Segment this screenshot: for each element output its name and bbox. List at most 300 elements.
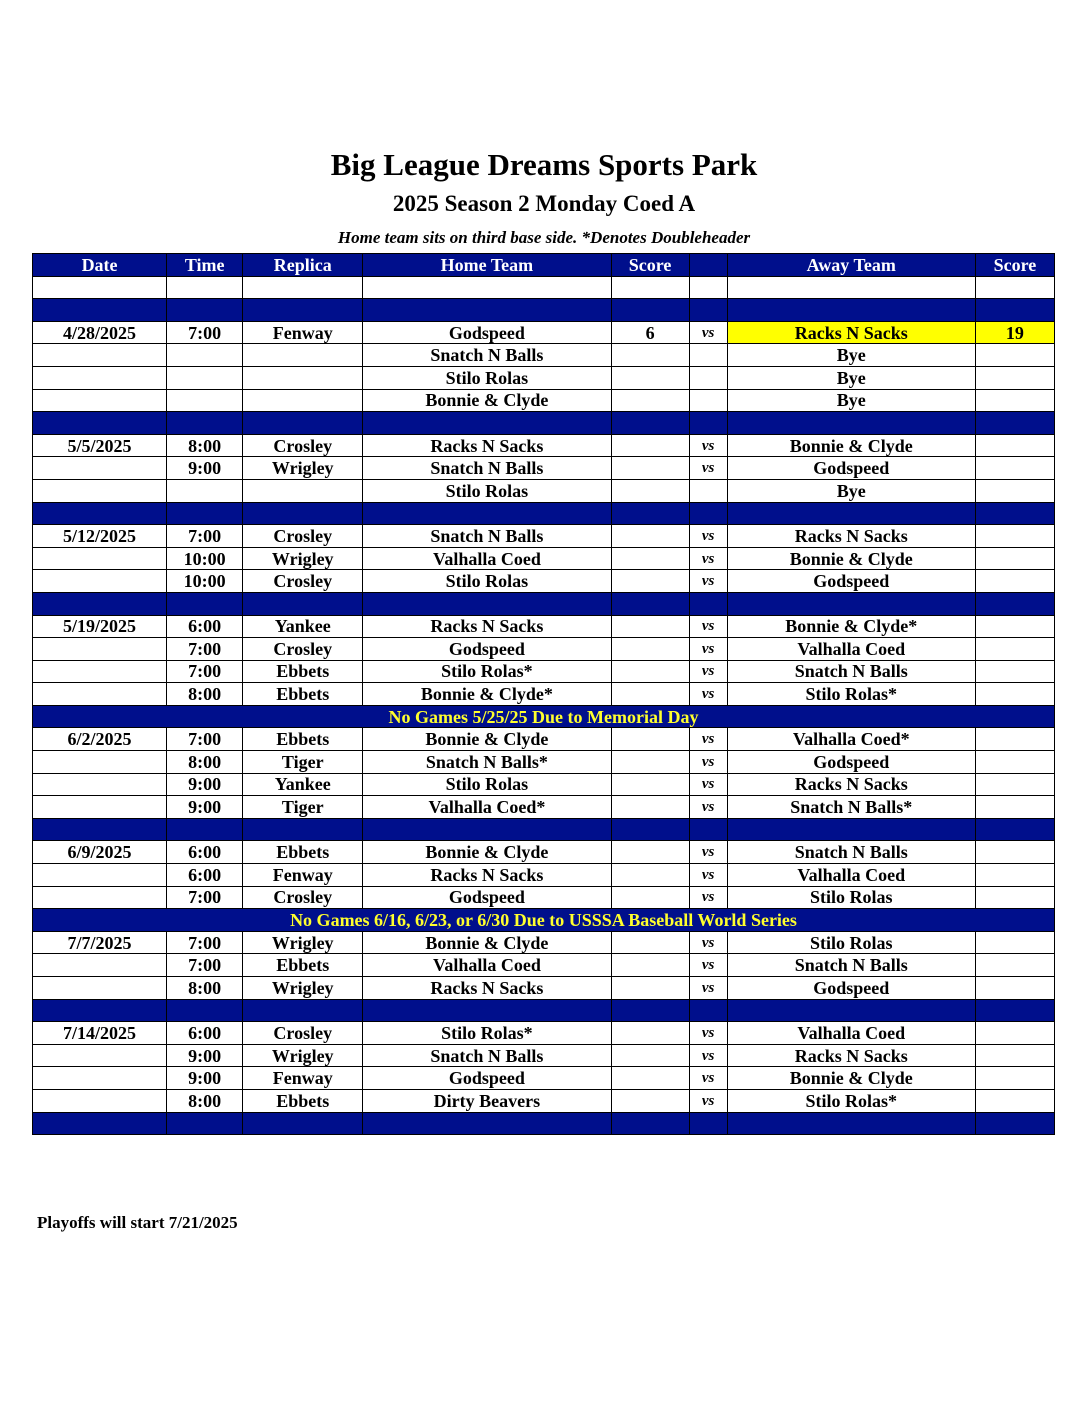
cell-home-team: Racks N Sacks [363,864,611,887]
cell-away-score [975,615,1054,638]
cell-vs: vs [689,1044,727,1067]
cell-home-score [611,796,689,819]
cell-time [167,479,243,502]
cell-time: 7:00 [167,321,243,344]
cell-time: 6:00 [167,615,243,638]
cell-home-score [611,592,689,615]
table-row [33,773,1055,796]
cell-date [33,864,167,887]
cell-home-score [611,977,689,1000]
col-header-away-score: Score [975,254,1054,277]
cell-home-team: Racks N Sacks [363,977,611,1000]
cell-time: 8:00 [167,683,243,706]
cell-home-team: Stilo Rolas [363,773,611,796]
notice-row [33,705,1055,728]
cell-time: 7:00 [167,931,243,954]
cell-time: 10:00 [167,570,243,593]
cell-away-score [975,547,1054,570]
cell-replica: Crosley [243,886,363,909]
cell-away-team: Bonnie & Clyde [727,547,975,570]
cell-away-team: Stilo Rolas* [727,1089,975,1112]
cell-home-score [611,1112,689,1135]
col-header-away-team: Away Team [727,254,975,277]
cell-home-score [611,389,689,412]
cell-replica: Ebbets [243,954,363,977]
cell-home-score [611,344,689,367]
cell-date [33,954,167,977]
cell-away-score [975,886,1054,909]
cell-home-team: Racks N Sacks [363,434,611,457]
table-row [33,434,1055,457]
cell-away-team: Bye [727,344,975,367]
cell-time: 7:00 [167,886,243,909]
cell-vs: vs [689,1089,727,1112]
cell-away-score [975,502,1054,525]
cell-vs [689,479,727,502]
cell-away-team: Stilo Rolas* [727,683,975,706]
cell-home-team: Stilo Rolas* [363,660,611,683]
cell-vs [689,366,727,389]
cell-away-score [975,457,1054,480]
cell-replica [243,412,363,435]
page-subtitle: 2025 Season 2 Monday Coed A [392,191,696,216]
cell-time: 7:00 [167,660,243,683]
table-row [33,886,1055,909]
cell-away-score [975,434,1054,457]
cell-away-team [727,999,975,1022]
cell-home-score [611,931,689,954]
cell-away-team: Godspeed [727,977,975,1000]
cell-home-team: Bonnie & Clyde [363,931,611,954]
cell-away-score [975,1112,1054,1135]
cell-home-team: Snatch N Balls [363,344,611,367]
cell-home-score [611,502,689,525]
cell-time: 8:00 [167,1089,243,1112]
cell-away-score [975,931,1054,954]
cell-replica: Wrigley [243,1044,363,1067]
cell-home-score [611,1022,689,1045]
cell-home-score [611,999,689,1022]
cell-away-team: Godspeed [727,457,975,480]
cell-home-score [611,773,689,796]
cell-home-team: Bonnie & Clyde* [363,683,611,706]
cell-time: 9:00 [167,1044,243,1067]
cell-away-team [727,1112,975,1135]
cell-date [33,592,167,615]
cell-replica: Tiger [243,751,363,774]
table-row [33,366,1055,389]
cell-time: 6:00 [167,841,243,864]
table-row [33,1044,1055,1067]
cell-home-team [363,502,611,525]
cell-away-score [975,660,1054,683]
cell-time [167,412,243,435]
cell-vs [689,502,727,525]
cell-date [33,547,167,570]
cell-home-team: Stilo Rolas [363,570,611,593]
cell-vs [689,1112,727,1135]
separator-row [33,999,1055,1022]
cell-time: 9:00 [167,457,243,480]
cell-date [33,796,167,819]
cell-date [33,660,167,683]
cell-home-score [611,818,689,841]
cell-time: 6:00 [167,1022,243,1045]
table-row [33,457,1055,480]
cell-replica: Wrigley [243,547,363,570]
cell-replica [243,389,363,412]
cell-replica [243,1112,363,1135]
cell-time: 6:00 [167,864,243,887]
cell-home-score [611,728,689,751]
table-row [33,479,1055,502]
cell-away-score [975,773,1054,796]
cell-away-score [975,638,1054,661]
cell-time: 9:00 [167,1067,243,1090]
cell-vs [689,389,727,412]
cell-home-score: 6 [611,321,689,344]
table-row [33,864,1055,887]
cell-home-team: Snatch N Balls* [363,751,611,774]
cell-replica: Ebbets [243,841,363,864]
cell-replica [243,344,363,367]
cell-time [167,999,243,1022]
cell-vs: vs [689,660,727,683]
table-row [33,660,1055,683]
cell-away-score [975,412,1054,435]
cell-home-team: Bonnie & Clyde [363,841,611,864]
cell-home-score [611,366,689,389]
cell-time: 9:00 [167,773,243,796]
cell-vs [689,818,727,841]
cell-time [167,299,243,322]
cell-away-team: Godspeed [727,751,975,774]
cell-away-team: Stilo Rolas [727,931,975,954]
cell-home-team: Snatch N Balls [363,457,611,480]
cell-away-team [727,276,975,299]
cell-time: 8:00 [167,434,243,457]
cell-date [33,276,167,299]
cell-home-team: Valhalla Coed [363,547,611,570]
cell-home-score [611,1044,689,1067]
cell-vs: vs [689,931,727,954]
cell-home-team [363,999,611,1022]
cell-date: 7/7/2025 [33,931,167,954]
playoffs-note: Playoffs will start 7/21/2025 [37,1213,238,1232]
cell-replica [243,999,363,1022]
cell-away-score [975,1089,1054,1112]
cell-vs: vs [689,1067,727,1090]
cell-away-score [975,796,1054,819]
cell-date: 5/5/2025 [33,434,167,457]
cell-away-score [975,977,1054,1000]
cell-vs: vs [689,615,727,638]
cell-date [33,479,167,502]
schedule-table [32,253,1055,1135]
cell-time [167,1112,243,1135]
cell-time [167,276,243,299]
separator-row [33,592,1055,615]
cell-home-team [363,1112,611,1135]
cell-date [33,366,167,389]
cell-vs [689,344,727,367]
cell-date [33,999,167,1022]
cell-replica: Ebbets [243,1089,363,1112]
cell-replica: Yankee [243,773,363,796]
cell-vs [689,999,727,1022]
cell-vs [689,299,727,322]
cell-replica: Ebbets [243,728,363,751]
cell-away-team: Valhalla Coed [727,1022,975,1045]
cell-home-team [363,592,611,615]
separator-row [33,502,1055,525]
cell-vs: vs [689,954,727,977]
cell-home-team: Bonnie & Clyde [363,389,611,412]
table-row [33,977,1055,1000]
cell-date [33,344,167,367]
schedule-body [33,276,1055,1135]
table-row [33,931,1055,954]
notice-text: No Games 6/16, 6/23, or 6/30 Due to USSSA Baseball World Series [33,909,1055,932]
separator-row [33,818,1055,841]
cell-home-score [611,841,689,864]
cell-home-team: Godspeed [363,321,611,344]
cell-date: 6/9/2025 [33,841,167,864]
table-row [33,344,1055,367]
cell-away-score [975,276,1054,299]
cell-home-team: Snatch N Balls [363,1044,611,1067]
cell-away-team [727,412,975,435]
cell-away-score [975,389,1054,412]
cell-vs: vs [689,841,727,864]
table-row [33,1022,1055,1045]
cell-home-score [611,1067,689,1090]
cell-away-team [727,818,975,841]
cell-date [33,751,167,774]
cell-home-score [611,660,689,683]
cell-home-score [611,479,689,502]
cell-replica: Fenway [243,864,363,887]
separator-row [33,1112,1055,1135]
cell-home-team [363,412,611,435]
cell-away-team: Racks N Sacks [727,321,975,344]
cell-date [33,457,167,480]
cell-replica [243,366,363,389]
cell-vs: vs [689,457,727,480]
cell-date [33,502,167,525]
cell-away-team: Bonnie & Clyde [727,434,975,457]
cell-date [33,299,167,322]
cell-date [33,412,167,435]
cell-home-team [363,299,611,322]
cell-home-score [611,412,689,435]
cell-time: 9:00 [167,796,243,819]
cell-home-score [611,547,689,570]
cell-date [33,570,167,593]
cell-away-team: Valhalla Coed* [727,728,975,751]
cell-replica [243,276,363,299]
cell-away-team: Racks N Sacks [727,525,975,548]
cell-replica: Crosley [243,638,363,661]
cell-date [33,1044,167,1067]
col-header-time: Time [167,254,243,277]
cell-replica: Wrigley [243,457,363,480]
cell-home-team: Bonnie & Clyde [363,728,611,751]
cell-replica: Fenway [243,321,363,344]
table-row [33,1067,1055,1090]
cell-away-team: Valhalla Coed [727,638,975,661]
cell-time [167,366,243,389]
cell-vs: vs [689,638,727,661]
cell-vs: vs [689,683,727,706]
cell-time: 7:00 [167,525,243,548]
cell-home-score [611,299,689,322]
cell-vs: vs [689,1022,727,1045]
cell-away-team: Snatch N Balls* [727,796,975,819]
cell-away-score [975,344,1054,367]
cell-away-team: Snatch N Balls [727,954,975,977]
cell-time: 10:00 [167,547,243,570]
cell-time [167,592,243,615]
table-row [33,389,1055,412]
cell-replica: Yankee [243,615,363,638]
cell-replica: Crosley [243,1022,363,1045]
cell-away-score [975,683,1054,706]
cell-away-team: Valhalla Coed [727,864,975,887]
cell-replica [243,502,363,525]
cell-home-team: Valhalla Coed* [363,796,611,819]
cell-time: 7:00 [167,728,243,751]
col-header-home-team: Home Team [363,254,611,277]
cell-away-team: Bonnie & Clyde [727,1067,975,1090]
cell-away-team [727,592,975,615]
cell-away-score [975,479,1054,502]
col-header-home-score: Score [611,254,689,277]
cell-away-team [727,502,975,525]
cell-vs: vs [689,570,727,593]
cell-away-score [975,841,1054,864]
cell-date [33,1112,167,1135]
schedule-note: Home team sits on third base side. *Denotes Doubleheader [337,228,751,247]
cell-away-team: Racks N Sacks [727,773,975,796]
cell-date [33,977,167,1000]
cell-home-score [611,886,689,909]
cell-vs: vs [689,796,727,819]
separator-row [33,412,1055,435]
cell-away-score: 19 [975,321,1054,344]
cell-replica: Wrigley [243,977,363,1000]
table-header-row [33,254,1055,277]
cell-away-team: Bye [727,479,975,502]
cell-time [167,389,243,412]
cell-time: 7:00 [167,954,243,977]
cell-home-score [611,751,689,774]
cell-home-score [611,615,689,638]
cell-replica: Crosley [243,570,363,593]
cell-home-score [611,638,689,661]
cell-replica: Wrigley [243,931,363,954]
cell-away-score [975,299,1054,322]
cell-date [33,389,167,412]
col-header-vs [689,254,727,277]
cell-away-score [975,751,1054,774]
cell-vs: vs [689,977,727,1000]
cell-date [33,683,167,706]
cell-time [167,502,243,525]
cell-home-team: Stilo Rolas [363,366,611,389]
cell-vs: vs [689,773,727,796]
cell-replica: Ebbets [243,683,363,706]
cell-away-team: Bye [727,366,975,389]
cell-home-team: Valhalla Coed [363,954,611,977]
cell-vs: vs [689,525,727,548]
cell-away-team: Racks N Sacks [727,1044,975,1067]
cell-home-team: Racks N Sacks [363,615,611,638]
cell-vs: vs [689,886,727,909]
cell-home-score [611,954,689,977]
cell-time [167,344,243,367]
table-row [33,547,1055,570]
cell-time: 8:00 [167,751,243,774]
cell-time [167,818,243,841]
cell-home-team: Stilo Rolas* [363,1022,611,1045]
cell-home-score [611,457,689,480]
table-row [33,525,1055,548]
cell-vs: vs [689,321,727,344]
cell-date [33,773,167,796]
cell-vs: vs [689,864,727,887]
cell-home-score [611,1089,689,1112]
cell-home-score [611,525,689,548]
cell-home-team: Godspeed [363,1067,611,1090]
cell-home-score [611,276,689,299]
cell-replica: Tiger [243,796,363,819]
cell-home-score [611,570,689,593]
table-row [33,638,1055,661]
cell-home-score [611,864,689,887]
cell-away-score [975,954,1054,977]
cell-replica [243,592,363,615]
cell-away-team: Snatch N Balls [727,841,975,864]
cell-replica: Crosley [243,525,363,548]
cell-away-score [975,999,1054,1022]
cell-home-team: Stilo Rolas [363,479,611,502]
table-row [33,1089,1055,1112]
cell-away-team: Godspeed [727,570,975,593]
cell-date: 5/19/2025 [33,615,167,638]
cell-vs [689,412,727,435]
cell-home-team: Godspeed [363,638,611,661]
col-header-date: Date [33,254,167,277]
table-row [33,841,1055,864]
cell-away-team [727,299,975,322]
cell-away-score [975,366,1054,389]
blank-row [33,276,1055,299]
cell-replica: Fenway [243,1067,363,1090]
notice-row [33,909,1055,932]
cell-vs [689,592,727,615]
cell-away-score [975,864,1054,887]
cell-vs: vs [689,434,727,457]
table-row [33,615,1055,638]
cell-date [33,1067,167,1090]
table-row [33,728,1055,751]
cell-date [33,886,167,909]
cell-away-team: Bonnie & Clyde* [727,615,975,638]
notice-text: No Games 5/25/25 Due to Memorial Day [33,705,1055,728]
cell-replica: Crosley [243,434,363,457]
cell-replica [243,299,363,322]
